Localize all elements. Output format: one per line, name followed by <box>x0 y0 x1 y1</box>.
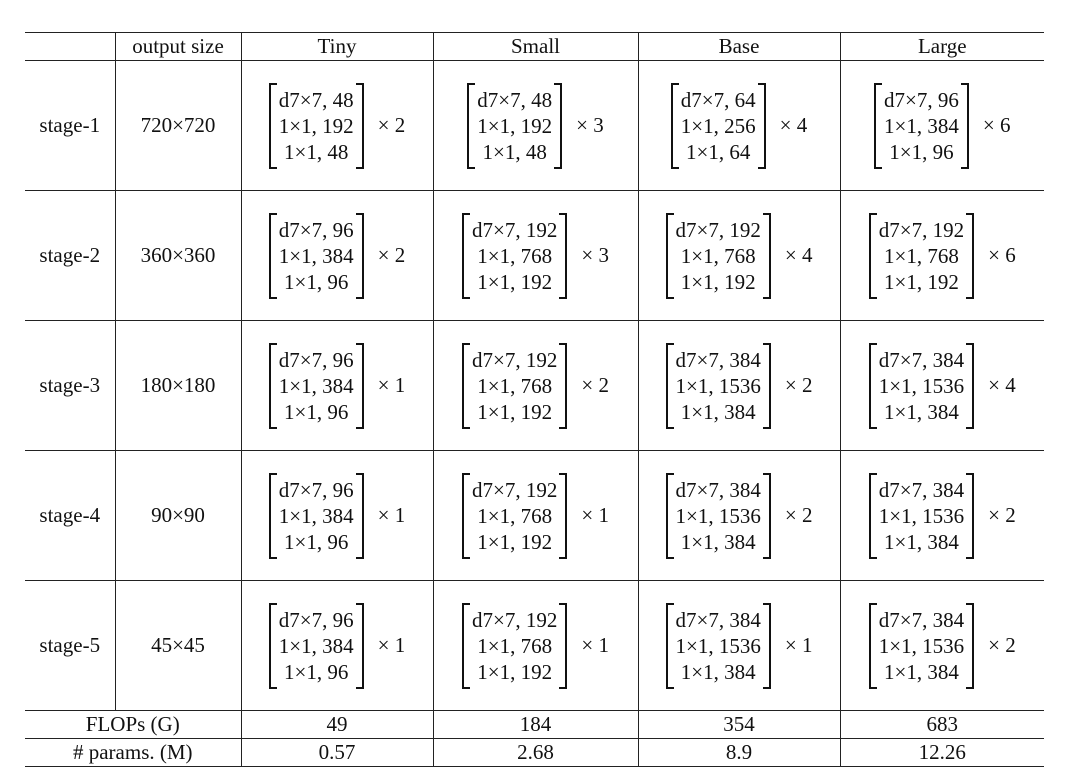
layer-spec: 1×1, 1536 <box>675 373 761 398</box>
layer-spec: 1×1, 384 <box>680 399 756 424</box>
layer-spec: d7×7, 192 <box>472 347 558 372</box>
block-cell-tiny <box>241 191 433 321</box>
summary-value-small: 184 <box>433 711 638 739</box>
repeat-count: × 3 <box>581 243 609 267</box>
layer-spec: d7×7, 192 <box>472 607 558 632</box>
block-cell-tiny <box>241 61 433 191</box>
layer-spec: d7×7, 48 <box>477 87 553 112</box>
summary-value-tiny: 49 <box>241 711 433 739</box>
block-config <box>467 83 603 169</box>
block-cell-small <box>433 191 638 321</box>
architecture-table <box>25 32 1044 767</box>
layer-spec: 1×1, 1536 <box>675 633 761 658</box>
stage-name: stage-4 <box>25 451 115 581</box>
layer-spec: d7×7, 192 <box>878 217 965 242</box>
repeat-count: × 1 <box>784 633 813 657</box>
block-cell-large <box>840 581 1044 711</box>
block-config <box>666 343 813 429</box>
repeat-count: × 2 <box>784 503 813 527</box>
block-config <box>869 343 1016 429</box>
layer-spec: 1×1, 96 <box>284 399 349 424</box>
layer-spec: d7×7, 192 <box>472 477 558 502</box>
bracket-matrix <box>869 343 974 429</box>
layer-spec: 1×1, 1536 <box>878 633 965 658</box>
layer-spec: 1×1, 192 <box>477 113 553 138</box>
stage-output-size: 720×720 <box>115 61 241 191</box>
bracket-matrix <box>666 603 771 689</box>
block-config <box>869 213 1016 299</box>
layer-spec: d7×7, 384 <box>675 347 761 372</box>
stage-name: stage-3 <box>25 321 115 451</box>
layer-spec: 1×1, 192 <box>477 399 553 424</box>
bracket-matrix <box>269 83 364 169</box>
repeat-count: × 4 <box>784 243 813 267</box>
block-cell-large <box>840 61 1044 191</box>
header-output-size: output size <box>115 33 241 61</box>
block-cell-small <box>433 61 638 191</box>
summary-label: # params. (M) <box>25 739 241 767</box>
layer-spec: 1×1, 384 <box>278 373 354 398</box>
block-cell-tiny <box>241 321 433 451</box>
layer-spec: 1×1, 384 <box>680 659 756 684</box>
layer-spec: d7×7, 96 <box>278 347 354 372</box>
bracket-matrix <box>467 83 562 169</box>
stage-row <box>25 321 1044 451</box>
layer-spec: 1×1, 768 <box>477 373 553 398</box>
block-config <box>869 473 1016 559</box>
layer-spec: d7×7, 192 <box>675 217 761 242</box>
repeat-count: × 2 <box>988 503 1016 527</box>
summary-value-base: 8.9 <box>638 739 840 767</box>
repeat-count: × 1 <box>581 633 609 657</box>
layer-spec: d7×7, 384 <box>878 607 965 632</box>
layer-spec: 1×1, 768 <box>477 633 553 658</box>
layer-spec: 1×1, 1536 <box>878 503 965 528</box>
layer-spec: d7×7, 64 <box>680 87 756 112</box>
block-cell-base <box>638 451 840 581</box>
stage-output-size: 180×180 <box>115 321 241 451</box>
stage-name: stage-5 <box>25 581 115 711</box>
layer-spec: 1×1, 384 <box>884 659 959 684</box>
summary-row <box>25 739 1044 767</box>
block-config <box>666 213 813 299</box>
layer-spec: 1×1, 64 <box>686 139 751 164</box>
stage-row <box>25 581 1044 711</box>
bracket-matrix <box>462 343 567 429</box>
bracket-matrix <box>869 473 974 559</box>
layer-spec: 1×1, 48 <box>284 139 349 164</box>
bracket-matrix <box>269 473 364 559</box>
block-config <box>462 603 609 689</box>
layer-spec: 1×1, 256 <box>680 113 756 138</box>
repeat-count: × 2 <box>377 243 406 267</box>
block-config <box>269 213 405 299</box>
layer-spec: 1×1, 48 <box>482 139 547 164</box>
block-cell-tiny <box>241 581 433 711</box>
layer-spec: 1×1, 384 <box>884 113 959 138</box>
summary-label: FLOPs (G) <box>25 711 241 739</box>
layer-spec: 1×1, 96 <box>889 139 954 164</box>
repeat-count: × 1 <box>377 373 406 397</box>
layer-spec: 1×1, 768 <box>884 243 959 268</box>
block-cell-large <box>840 321 1044 451</box>
layer-spec: 1×1, 96 <box>284 529 349 554</box>
header-base: Base <box>638 33 840 61</box>
repeat-count: × 2 <box>784 373 813 397</box>
bracket-matrix <box>869 213 974 299</box>
header-row <box>25 33 1044 61</box>
stage-output-size: 45×45 <box>115 581 241 711</box>
layer-spec: 1×1, 384 <box>278 633 354 658</box>
bracket-matrix <box>462 473 567 559</box>
layer-spec: 1×1, 384 <box>680 529 756 554</box>
layer-spec: 1×1, 192 <box>477 269 553 294</box>
layer-spec: d7×7, 96 <box>884 87 959 112</box>
layer-spec: d7×7, 96 <box>278 607 354 632</box>
block-cell-large <box>840 191 1044 321</box>
layer-spec: 1×1, 768 <box>477 503 553 528</box>
stage-row <box>25 191 1044 321</box>
bracket-matrix <box>869 603 974 689</box>
layer-spec: 1×1, 384 <box>278 243 354 268</box>
header-small: Small <box>433 33 638 61</box>
repeat-count: × 4 <box>988 373 1016 397</box>
header-tiny: Tiny <box>241 33 433 61</box>
layer-spec: d7×7, 384 <box>675 607 761 632</box>
stage-name: stage-1 <box>25 61 115 191</box>
block-config <box>869 603 1016 689</box>
repeat-count: × 2 <box>377 113 406 137</box>
header-large: Large <box>840 33 1044 61</box>
stage-output-size: 360×360 <box>115 191 241 321</box>
stage-row <box>25 451 1044 581</box>
bracket-matrix <box>666 343 771 429</box>
layer-spec: d7×7, 96 <box>278 217 354 242</box>
layer-spec: d7×7, 192 <box>472 217 558 242</box>
block-config <box>462 343 609 429</box>
block-config <box>671 83 807 169</box>
repeat-count: × 6 <box>988 243 1016 267</box>
layer-spec: 1×1, 192 <box>680 269 756 294</box>
block-config <box>666 603 813 689</box>
layer-spec: 1×1, 384 <box>884 529 959 554</box>
layer-spec: d7×7, 384 <box>878 477 965 502</box>
bracket-matrix <box>666 473 771 559</box>
header-blank <box>25 33 115 61</box>
summary-value-small: 2.68 <box>433 739 638 767</box>
repeat-count: × 4 <box>779 113 808 137</box>
repeat-count: × 2 <box>988 633 1016 657</box>
layer-spec: 1×1, 1536 <box>878 373 965 398</box>
block-cell-small <box>433 451 638 581</box>
layer-spec: 1×1, 96 <box>284 269 349 294</box>
bracket-matrix <box>462 603 567 689</box>
repeat-count: × 1 <box>377 633 406 657</box>
block-config <box>269 603 405 689</box>
block-cell-base <box>638 61 840 191</box>
summary-value-tiny: 0.57 <box>241 739 433 767</box>
block-cell-base <box>638 321 840 451</box>
block-cell-small <box>433 321 638 451</box>
stage-row <box>25 61 1044 191</box>
repeat-count: × 1 <box>581 503 609 527</box>
layer-spec: d7×7, 384 <box>878 347 965 372</box>
block-cell-small <box>433 581 638 711</box>
layer-spec: 1×1, 192 <box>477 659 553 684</box>
block-config <box>462 213 609 299</box>
bracket-matrix <box>666 213 771 299</box>
block-cell-base <box>638 191 840 321</box>
layer-spec: 1×1, 384 <box>278 503 354 528</box>
block-cell-large <box>840 451 1044 581</box>
layer-spec: 1×1, 1536 <box>675 503 761 528</box>
layer-spec: d7×7, 96 <box>278 477 354 502</box>
summary-value-base: 354 <box>638 711 840 739</box>
bracket-matrix <box>269 213 364 299</box>
layer-spec: 1×1, 96 <box>284 659 349 684</box>
block-config <box>874 83 1010 169</box>
layer-spec: 1×1, 192 <box>477 529 553 554</box>
bracket-matrix <box>269 603 364 689</box>
summary-row <box>25 711 1044 739</box>
block-cell-tiny <box>241 451 433 581</box>
block-cell-base <box>638 581 840 711</box>
block-config <box>666 473 813 559</box>
bracket-matrix <box>269 343 364 429</box>
bracket-matrix <box>671 83 766 169</box>
layer-spec: 1×1, 384 <box>884 399 959 424</box>
bracket-matrix <box>874 83 969 169</box>
block-config <box>462 473 609 559</box>
block-config <box>269 343 405 429</box>
stage-output-size: 90×90 <box>115 451 241 581</box>
block-config <box>269 83 405 169</box>
repeat-count: × 2 <box>581 373 609 397</box>
layer-spec: d7×7, 48 <box>278 87 354 112</box>
layer-spec: d7×7, 384 <box>675 477 761 502</box>
layer-spec: 1×1, 768 <box>477 243 553 268</box>
summary-value-large: 12.26 <box>840 739 1044 767</box>
repeat-count: × 1 <box>377 503 406 527</box>
stage-name: stage-2 <box>25 191 115 321</box>
block-config <box>269 473 405 559</box>
bracket-matrix <box>462 213 567 299</box>
layer-spec: 1×1, 192 <box>884 269 959 294</box>
layer-spec: 1×1, 768 <box>680 243 756 268</box>
repeat-count: × 3 <box>576 113 604 137</box>
repeat-count: × 6 <box>982 113 1011 137</box>
layer-spec: 1×1, 192 <box>278 113 354 138</box>
summary-value-large: 683 <box>840 711 1044 739</box>
